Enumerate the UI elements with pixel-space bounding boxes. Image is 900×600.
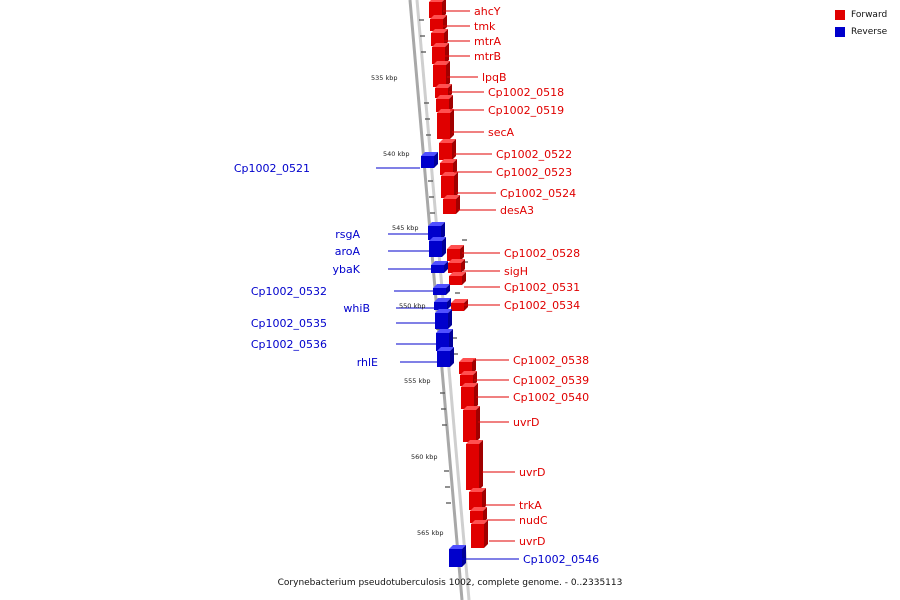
gene-label[interactable]: Cp1002_0532 (250, 285, 327, 298)
legend-item-reverse (835, 25, 899, 39)
gene-label[interactable]: rsgA (335, 228, 360, 241)
gene-box[interactable] (449, 272, 466, 285)
gene-box[interactable] (437, 347, 454, 367)
gene-box[interactable] (430, 15, 447, 31)
genome-caption: Corynebacterium pseudotuberculosis 1002, complete genome. - 0..2335113 (277, 578, 623, 588)
gene-box[interactable] (443, 195, 460, 214)
gene-label[interactable]: desA3 (500, 204, 535, 217)
gene-label[interactable]: tmk (474, 20, 496, 33)
axis-tick-label: 545 kbp (392, 224, 419, 232)
gene-label[interactable]: Cp1002_0531 (504, 281, 581, 294)
axis-tick-label: 565 kbp (417, 529, 444, 537)
gene-label[interactable]: rhlE (356, 356, 378, 369)
gene-label[interactable]: Cp1002_0524 (500, 187, 577, 200)
gene-box[interactable] (433, 61, 450, 87)
legend-label-forward: Forward (851, 10, 888, 20)
axis-tick-label: 555 kbp (404, 377, 431, 385)
gene-box[interactable] (431, 261, 448, 273)
gene-box[interactable] (469, 488, 486, 510)
gene-label[interactable]: Cp1002_0534 (504, 299, 581, 312)
axis-tick-label: 560 kbp (411, 453, 438, 461)
gene-label[interactable]: Cp1002_0536 (250, 338, 327, 351)
gene-label[interactable]: trkA (519, 499, 542, 512)
axis-tick-label: 540 kbp (383, 150, 410, 158)
gene-label[interactable]: uvrD (513, 416, 540, 429)
gene-box[interactable] (439, 139, 456, 160)
gene-label[interactable]: Cp1002_0546 (523, 553, 600, 566)
gene-label[interactable]: Cp1002_0522 (496, 148, 573, 161)
gene-label[interactable]: Cp1002_0540 (513, 391, 590, 404)
gene-label[interactable]: whiB (343, 302, 370, 315)
gene-box[interactable] (463, 406, 480, 442)
gene-label[interactable]: lpqB (482, 71, 507, 84)
axis-tick-label: 535 kbp (371, 74, 398, 82)
gene-label[interactable]: mtrA (474, 35, 502, 48)
gene-label[interactable]: ahcY (474, 5, 501, 18)
gene-label[interactable]: uvrD (519, 466, 546, 479)
gene-box[interactable] (435, 309, 452, 329)
legend-label-reverse: Reverse (851, 27, 888, 37)
gene-box[interactable] (466, 440, 483, 490)
gene-features (421, 0, 488, 567)
gene-box[interactable] (471, 520, 488, 548)
gene-label[interactable]: aroA (334, 245, 360, 258)
gene-label[interactable]: Cp1002_0518 (488, 86, 565, 99)
gene-box[interactable] (448, 259, 465, 273)
gene-box[interactable] (461, 383, 478, 409)
legend-item-forward (835, 8, 899, 22)
gene-label[interactable]: Cp1002_0521 (233, 162, 310, 175)
gene-label[interactable]: Cp1002_0528 (504, 247, 581, 260)
legend-swatch-forward-icon (835, 10, 845, 20)
legend (835, 8, 899, 42)
axis-tick-label: 550 kbp (399, 302, 426, 310)
gene-box[interactable] (441, 172, 458, 198)
gene-label[interactable]: Cp1002_0519 (488, 104, 565, 117)
gene-label[interactable]: Cp1002_0535 (250, 317, 327, 330)
gene-box[interactable] (449, 545, 466, 567)
gene-label[interactable]: mtrB (474, 50, 502, 63)
gene-label[interactable]: Cp1002_0523 (496, 166, 573, 179)
gene-box[interactable] (437, 109, 454, 139)
gene-label[interactable]: ybaK (332, 263, 360, 276)
gene-box[interactable] (432, 43, 449, 64)
legend-swatch-reverse-icon (835, 27, 845, 37)
gene-label[interactable]: sigH (504, 265, 529, 278)
gene-label[interactable]: uvrD (519, 535, 546, 548)
gene-label[interactable]: Cp1002_0538 (513, 354, 590, 367)
gene-box[interactable] (434, 298, 451, 310)
gene-box[interactable] (433, 284, 450, 295)
gene-label[interactable]: secA (488, 126, 515, 139)
gene-box[interactable] (429, 237, 446, 257)
gene-box[interactable] (421, 152, 438, 168)
gene-label[interactable]: Cp1002_0539 (513, 374, 590, 387)
gene-label[interactable]: nudC (519, 514, 548, 527)
gene-box[interactable] (447, 245, 464, 261)
